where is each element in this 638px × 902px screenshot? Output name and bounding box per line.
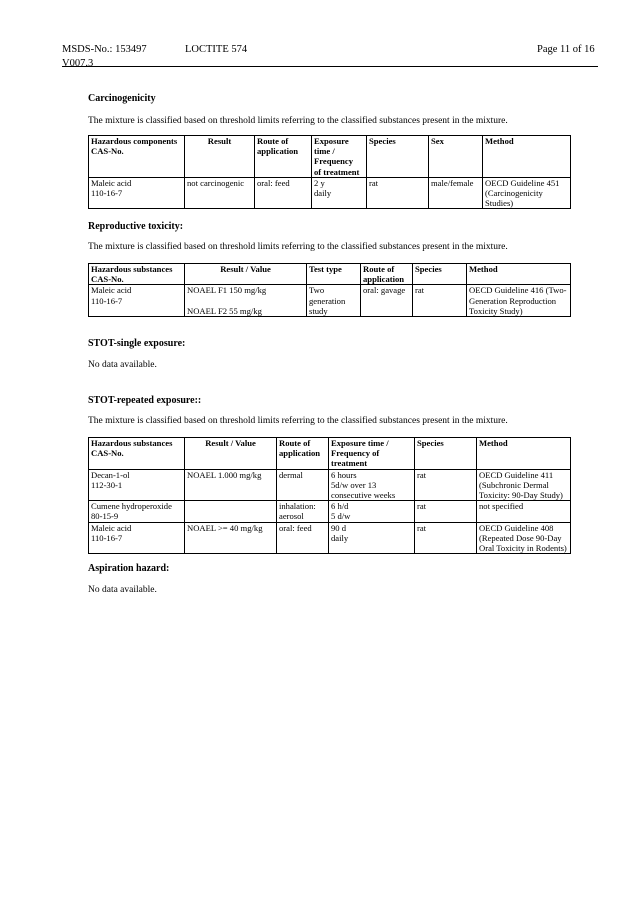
cell-line: 5 d/w xyxy=(331,511,351,522)
cell-line: 5d/w over 13 xyxy=(331,479,377,490)
cell-line: Sex xyxy=(431,136,444,146)
cell-line: Result / Value xyxy=(220,264,271,274)
cell-line: application xyxy=(257,146,299,157)
cell-line: CAS-No. xyxy=(91,146,124,157)
cell-line: generation xyxy=(309,295,346,306)
cell-line: OECD Guideline 411 xyxy=(479,469,554,480)
table-cell xyxy=(277,522,329,554)
table-header-row xyxy=(89,136,571,178)
table-cell xyxy=(255,177,312,209)
cell-line: Method xyxy=(485,136,514,146)
carcinogenicity-table xyxy=(88,135,571,209)
cell-line: 2 y xyxy=(314,177,325,188)
cell-line: oral: feed xyxy=(257,177,290,188)
cell-line: OECD Guideline 416 (Two- xyxy=(469,285,567,296)
msds-number: MSDS-No.: 153497 xyxy=(62,44,147,55)
cell-line: Studies) xyxy=(485,198,514,209)
cell-line: 80-15-9 xyxy=(91,511,119,522)
cell-line: Method xyxy=(479,438,508,448)
table-cell xyxy=(413,285,467,317)
table-cell xyxy=(185,177,255,209)
cell-line: OECD Guideline 408 xyxy=(479,522,554,533)
table-cell xyxy=(277,469,329,501)
cell-line: male/female xyxy=(431,177,474,188)
table-header-row xyxy=(89,264,571,285)
cell-line: Generation Reproduction xyxy=(469,295,557,306)
cell-line: consecutive weeks xyxy=(331,490,396,501)
table-header-row xyxy=(89,438,571,470)
column-header xyxy=(483,136,571,178)
cell-line: rat xyxy=(417,501,427,512)
cell-line: NOAEL F2 55 mg/kg xyxy=(187,305,262,316)
table-cell xyxy=(477,522,571,554)
cell-line: not specified xyxy=(479,501,524,512)
cell-line: rat xyxy=(415,285,425,296)
table-cell xyxy=(89,522,185,554)
cell-line: Exposure xyxy=(314,136,349,146)
column-header xyxy=(185,264,307,285)
cell-line: Frequency xyxy=(314,156,353,167)
table-cell xyxy=(329,522,415,554)
column-header xyxy=(307,264,361,285)
column-header xyxy=(367,136,429,178)
cell-line: 110-16-7 xyxy=(91,188,123,199)
table-cell xyxy=(277,501,329,522)
reproductive-intro: The mixture is classified based on threshold limits referring to the classified substances present in the mixture. xyxy=(88,242,508,252)
cell-line: not carcinogenic xyxy=(187,177,245,188)
cell-line: Result xyxy=(207,136,232,146)
column-header xyxy=(185,438,277,470)
column-header xyxy=(361,264,413,285)
cell-line: Frequency of xyxy=(331,448,380,459)
table-cell xyxy=(467,285,571,317)
table-cell xyxy=(477,501,571,522)
table-cell xyxy=(477,469,571,501)
cell-line: Species xyxy=(369,136,396,146)
cell-line: Test type xyxy=(309,264,342,274)
carcinogenicity-intro: The mixture is classified based on threshold limits referring to the classified substances present in the mixture. xyxy=(88,116,508,126)
cell-line: Hazardous substances xyxy=(91,438,173,448)
cell-line: (Subchronic Dermal xyxy=(479,479,549,490)
cell-line: Hazardous substances xyxy=(91,264,173,274)
column-header xyxy=(429,136,483,178)
column-header xyxy=(415,438,477,470)
cell-line xyxy=(187,296,304,306)
cell-line: inhalation: xyxy=(279,501,316,512)
column-header xyxy=(477,438,571,470)
cell-line: Decan-1-ol xyxy=(91,469,130,480)
reproductive-heading: Reproductive toxicity: xyxy=(88,221,184,232)
table-cell xyxy=(89,285,185,317)
column-header xyxy=(185,136,255,178)
table-cell xyxy=(429,177,483,209)
product-name: LOCTITE 574 xyxy=(185,44,248,55)
stot-repeated-intro: The mixture is classified based on threshold limits referring to the classified substances present in the mixture. xyxy=(88,416,508,426)
stot-repeated-heading: STOT-repeated exposure:: xyxy=(88,395,202,406)
table-cell xyxy=(329,469,415,501)
table-cell xyxy=(415,522,477,554)
cell-line: 6 hours xyxy=(331,469,357,480)
column-header xyxy=(255,136,312,178)
table-cell xyxy=(415,469,477,501)
cell-line: Maleic acid xyxy=(91,177,132,188)
table-row xyxy=(89,522,571,554)
cell-line xyxy=(187,501,274,511)
table-cell xyxy=(361,285,413,317)
cell-line: CAS-No. xyxy=(91,448,124,459)
cell-line: Toxicity: 90-Day Study) xyxy=(479,490,563,501)
table-cell xyxy=(367,177,429,209)
cell-line: rat xyxy=(417,522,427,533)
column-header xyxy=(329,438,415,470)
table-cell xyxy=(329,501,415,522)
cell-line: of treatment xyxy=(314,166,360,177)
cell-line: daily xyxy=(331,532,349,543)
cell-line: application xyxy=(363,274,405,285)
cell-line: Method xyxy=(469,264,498,274)
stot-repeated-table xyxy=(88,437,571,554)
header-rule xyxy=(62,66,598,67)
column-header xyxy=(89,438,185,470)
column-header xyxy=(413,264,467,285)
cell-line: Maleic acid xyxy=(91,285,132,296)
cell-line: (Repeated Dose 90-Day xyxy=(479,532,562,543)
reproductive-table xyxy=(88,263,571,317)
table-cell xyxy=(89,469,185,501)
cell-line: Result / Value xyxy=(205,438,256,448)
cell-line: 112-30-1 xyxy=(91,479,123,490)
table-cell xyxy=(415,501,477,522)
version: V007.3 xyxy=(62,58,94,69)
table-cell xyxy=(483,177,571,209)
table-row xyxy=(89,469,571,501)
cell-line: Route of xyxy=(257,136,289,146)
cell-line: daily xyxy=(314,188,332,199)
cell-line: study xyxy=(309,305,328,316)
table-cell xyxy=(185,522,277,554)
cell-line: rat xyxy=(369,177,379,188)
table-cell xyxy=(307,285,361,317)
cell-line: NOAEL >= 40 mg/kg xyxy=(187,522,263,533)
table-cell xyxy=(89,501,185,522)
carcinogenicity-heading: Carcinogenicity xyxy=(88,93,156,104)
cell-line: 6 h/d xyxy=(331,501,349,512)
table-cell xyxy=(89,177,185,209)
column-header xyxy=(277,438,329,470)
cell-line: treatment xyxy=(331,458,368,469)
cell-line: Species xyxy=(415,264,442,274)
table-cell xyxy=(185,285,307,317)
cell-line: NOAEL F1 150 mg/kg xyxy=(187,285,267,296)
cell-line: aerosol xyxy=(279,511,304,522)
cell-line: Oral Toxicity in Rodents) xyxy=(479,543,567,554)
column-header xyxy=(89,264,185,285)
cell-line: rat xyxy=(417,469,427,480)
cell-line: 110-16-7 xyxy=(91,532,123,543)
cell-line: Route of xyxy=(363,264,395,274)
stot-single-text: No data available. xyxy=(88,360,157,370)
cell-line: Two xyxy=(309,285,325,296)
table-cell xyxy=(312,177,367,209)
table-row xyxy=(89,177,571,209)
cell-line: Species xyxy=(417,438,444,448)
cell-line: 90 d xyxy=(331,522,347,533)
cell-line: CAS-No. xyxy=(91,274,124,285)
cell-line: Toxicity Study) xyxy=(469,305,523,316)
table-cell xyxy=(185,469,277,501)
aspiration-heading: Aspiration hazard: xyxy=(88,563,170,574)
table-row xyxy=(89,285,571,317)
cell-line: Cumene hydroperoxide xyxy=(91,501,172,512)
column-header xyxy=(89,136,185,178)
cell-line: Exposure time / xyxy=(331,438,389,448)
cell-line: Route of xyxy=(279,438,311,448)
cell-line: Maleic acid xyxy=(91,522,132,533)
cell-line: 110-16-7 xyxy=(91,295,123,306)
cell-line: application xyxy=(279,448,321,459)
cell-line: OECD Guideline 451 xyxy=(485,177,560,188)
stot-single-heading: STOT-single exposure: xyxy=(88,338,186,349)
cell-line: time / xyxy=(314,146,335,157)
column-header xyxy=(312,136,367,178)
cell-line: oral: feed xyxy=(279,522,312,533)
cell-line: dermal xyxy=(279,469,303,480)
page-number: Page 11 of 16 xyxy=(537,44,595,55)
column-header xyxy=(467,264,571,285)
table-row xyxy=(89,501,571,522)
cell-line: (Carcinogenicity xyxy=(485,188,543,199)
cell-line: oral: gavage xyxy=(363,285,406,296)
cell-line: Hazardous components xyxy=(91,136,178,146)
cell-line: NOAEL 1.000 mg/kg xyxy=(187,469,262,480)
table-cell xyxy=(185,501,277,522)
aspiration-text: No data available. xyxy=(88,585,157,595)
